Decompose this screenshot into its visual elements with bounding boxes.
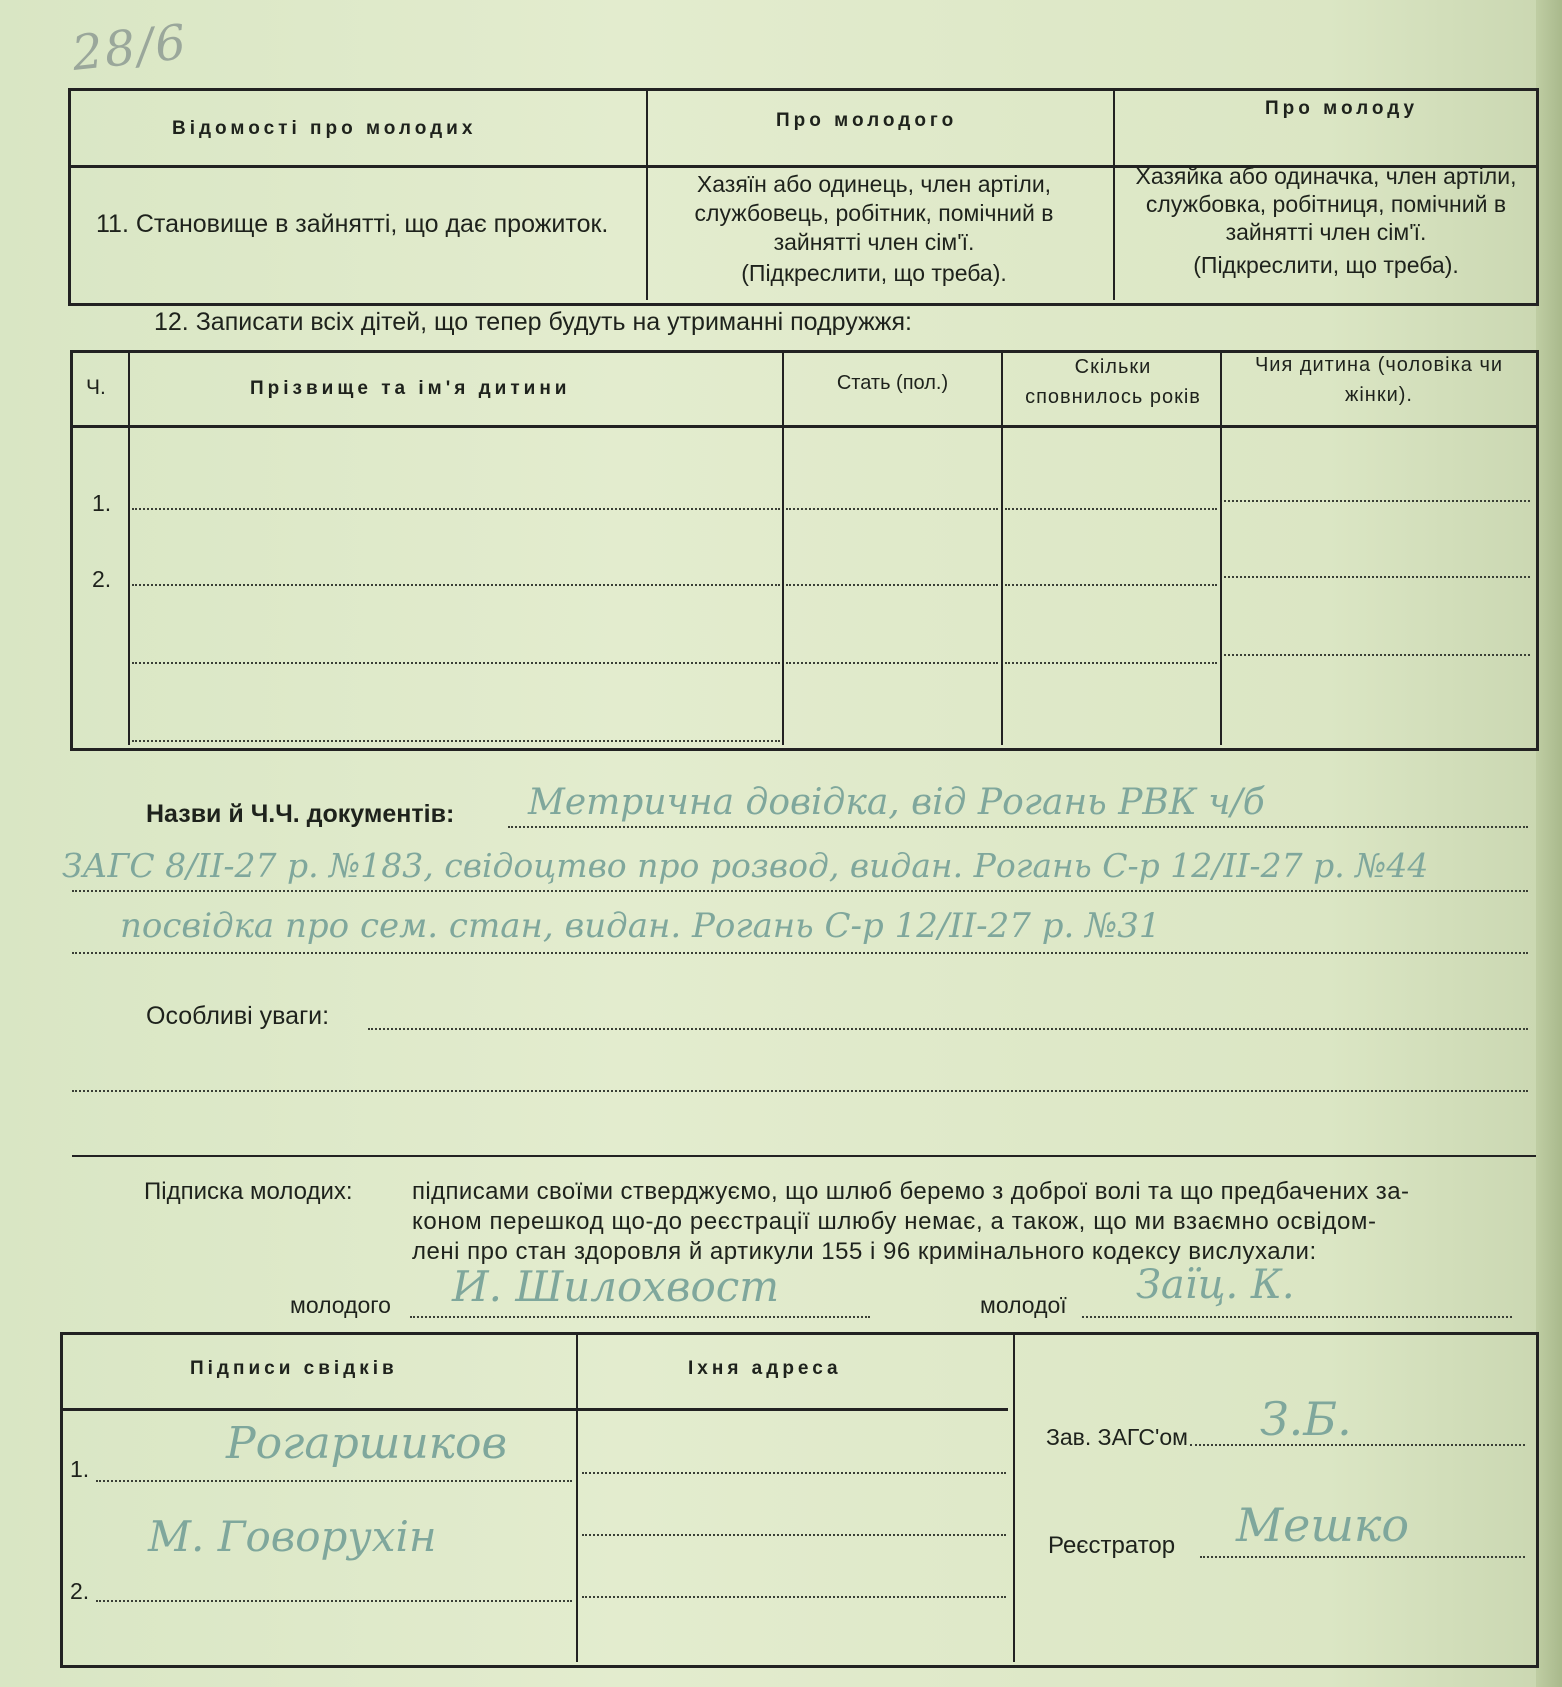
bride-signature-label: молодої xyxy=(980,1292,1067,1318)
address-line xyxy=(582,1472,1006,1474)
pledge-line-3: лені про стан здоровля й артикули 155 і 96 кримінального кодексу вислухали: xyxy=(412,1238,1317,1265)
table1-divider-1 xyxy=(646,90,648,300)
row11-label: 11. Становище в зайнятті, що дає прожиток. xyxy=(96,210,609,238)
table1-divider-2 xyxy=(1113,90,1115,300)
child-row-2: 2. xyxy=(92,566,112,592)
children-heading: 12. Записати всіх дітей, що тепер будуть на утриманні подружжя: xyxy=(154,308,912,336)
bride-col-header: Про молоду xyxy=(1265,98,1419,119)
child-line xyxy=(1005,662,1217,664)
child-line xyxy=(132,508,780,510)
address-line xyxy=(582,1534,1006,1536)
groom-hint: (Підкреслити, що треба). xyxy=(741,260,1007,286)
pledge-line-2: коном перешкод що-до реєстрації шлюбу немає, а також, що ми взаємно освідом- xyxy=(412,1208,1377,1235)
pledge-line-1: підписами своїми стверджуємо, що шлюб беремо з доброї волі та що предбачених за- xyxy=(412,1178,1410,1205)
pledge-label: Підписка молодих: xyxy=(144,1178,353,1205)
documents-line xyxy=(508,826,1528,828)
registrar-label: Реєстратор xyxy=(1048,1532,1176,1559)
child-line xyxy=(1005,508,1217,510)
witness-row-2: 2. xyxy=(70,1578,90,1604)
bride-signature: Заїц. К. xyxy=(1136,1262,1295,1308)
children-divider-3 xyxy=(1001,352,1003,745)
bride-hint: (Підкреслити, що треба). xyxy=(1193,252,1459,278)
registrar-line xyxy=(1200,1556,1525,1558)
groom-col-header: Про молодого xyxy=(776,110,958,131)
child-row-1: 1. xyxy=(92,490,112,516)
children-divider-2 xyxy=(782,352,784,745)
witnesses-signatures-header: Підписи свідків xyxy=(190,1358,398,1379)
groom-occupation: Хазяїн або одинець, член артіли, службовець, робітник, помічний в зайнятті член сім'ї. xyxy=(694,171,1054,255)
child-name-header: Прізвище та ім'я дитини xyxy=(250,378,571,399)
documents-line-1: Метрична довідка, від Рогань РВК ч/б xyxy=(528,782,1265,823)
child-sex-header: Стать (пол.) xyxy=(836,372,949,394)
bride-signature-line xyxy=(1082,1316,1512,1318)
child-line xyxy=(1224,654,1530,656)
children-table xyxy=(70,350,1539,751)
children-divider-4 xyxy=(1220,352,1222,745)
witnesses-address-header: Іхня адреса xyxy=(688,1358,842,1379)
child-whose-header: Чия дитина (чоловіка чи жінки). xyxy=(1254,354,1504,406)
pencil-note: 28/6 xyxy=(69,14,191,82)
witnesses-divider-1 xyxy=(576,1334,578,1662)
documents-line xyxy=(72,952,1528,954)
witness-line xyxy=(96,1480,572,1482)
children-header-line xyxy=(70,425,1536,428)
child-line xyxy=(1005,584,1217,586)
groom-signature-label: молодого xyxy=(290,1292,391,1318)
child-line xyxy=(1224,576,1530,578)
registrar-head-line xyxy=(1190,1444,1525,1446)
child-line xyxy=(786,508,998,510)
registrar-head-signature: З.Б. xyxy=(1260,1392,1352,1446)
child-line xyxy=(786,584,998,586)
bride-occupation: Хазяйка або одиначка, член артіли, службовка, робітниця, помічний в зайнятті член сім'ї. xyxy=(1135,163,1517,245)
child-line xyxy=(132,740,780,742)
child-line xyxy=(1224,500,1530,502)
documents-label: Назви й Ч.Ч. документів: xyxy=(146,800,455,828)
witness-line xyxy=(96,1600,572,1602)
remarks-label: Особливі уваги: xyxy=(146,1002,330,1030)
remarks-line xyxy=(368,1028,1528,1030)
documents-line-3: посвідка про сем. стан, видан. Рогань С-р 12/II-27 р. №31 xyxy=(120,906,1161,946)
documents-line-2: ЗАГС 8/II-27 р. №183, свідоцтво про розвод, видан. Рогань С-р 12/II-27 р. №44 xyxy=(62,846,1429,885)
witness-signature-2: М. Говорухін xyxy=(148,1512,437,1561)
witnesses-header-line xyxy=(62,1408,1008,1411)
children-divider-1 xyxy=(128,352,130,745)
witnesses-divider-2 xyxy=(1013,1334,1015,1662)
registrar-head-label: Зав. ЗАГС'ом xyxy=(1046,1424,1188,1450)
address-line xyxy=(582,1596,1006,1598)
child-line xyxy=(132,584,780,586)
documents-line xyxy=(72,890,1528,892)
witness-signature-1: Рогаршиков xyxy=(226,1418,508,1469)
remarks-bottom-line xyxy=(72,1155,1536,1157)
children-no-header: Ч. xyxy=(86,376,106,399)
page-edge xyxy=(1536,0,1562,1687)
spouses-col-header: Відомості про молодих xyxy=(172,118,477,139)
groom-signature: И. Шилохвост xyxy=(452,1262,780,1311)
child-age-header: Скільки сповнилось років xyxy=(1025,356,1201,408)
child-line xyxy=(786,662,998,664)
groom-signature-line xyxy=(410,1316,870,1318)
remarks-line xyxy=(72,1090,1528,1092)
registrar-signature: Мешко xyxy=(1236,1498,1410,1552)
witness-row-1: 1. xyxy=(70,1456,90,1482)
child-line xyxy=(132,662,780,664)
